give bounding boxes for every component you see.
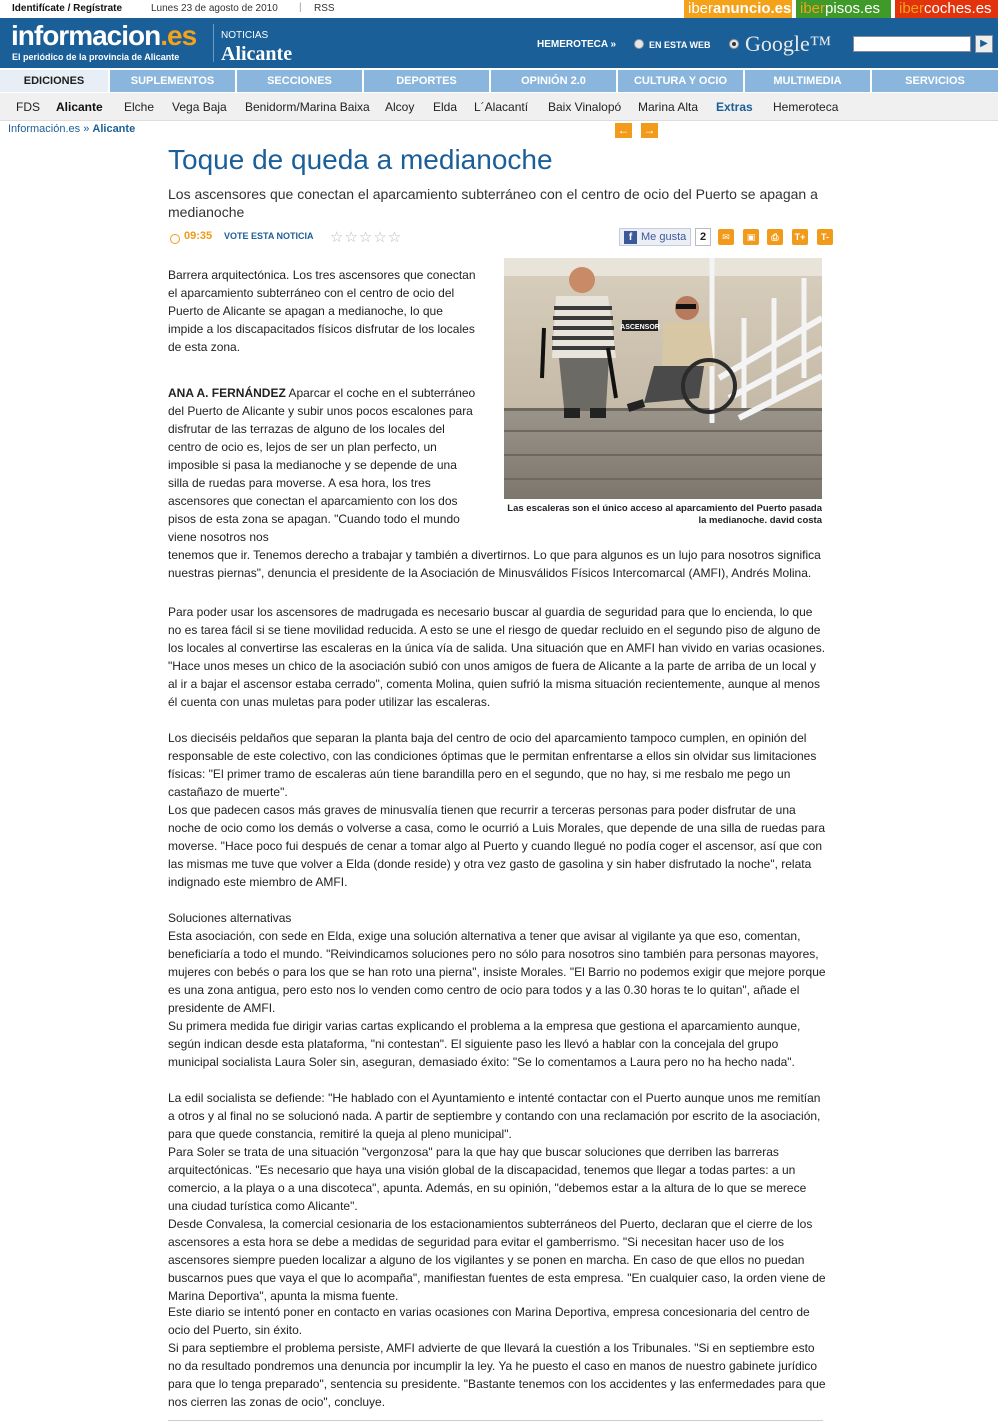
current-date: Lunes 23 de agosto de 2010 (151, 3, 278, 14)
tab-ediciones[interactable]: EDICIONES (0, 70, 110, 92)
article-meta-bar (168, 228, 829, 248)
google-logo: Google™ (745, 31, 832, 56)
search-web-radio[interactable] (634, 39, 644, 49)
vote-label: VOTE ESTA NOTICIA (224, 231, 314, 241)
article-photo (504, 258, 822, 499)
facebook-like-button[interactable] (619, 228, 691, 246)
breadcrumb-sep: » (80, 123, 93, 135)
article-paragraph-2: Para poder usar los ascensores de madrugada es necesario buscar al guardia de seguridad para que lo encienda, lo que no es tarea fácil si se tiene movilidad reducida. A esto se une el riesgo de quedar recluido en el segundo piso de alguno de los locales al convertirse las escaleras en la única vía de salida. Una situación que en AMFI han vivido en varias ocasiones. "Hace unos meses un chico de la asociación subió con unos amigos de fuera de Alicante a la parte de arriba de un local y al ir a bajar el ascensor estaba cerrado", comenta Molina, quien sufrió la misma situación recientemente, aunque al menos él cuenta con unas muletas para poder utilizar las escaleras. (168, 605, 826, 709)
article-subtitle: Soluciones alternativas (168, 911, 292, 925)
topbar-separator: | (299, 2, 302, 13)
site-logo[interactable] (11, 20, 196, 52)
logo-main: informacion (11, 20, 161, 51)
article-headline: Toque de queda a medianoche (168, 144, 553, 175)
main-nav (0, 70, 998, 92)
subnav-benidorm[interactable]: Benidorm/Marina Baixa (245, 100, 370, 114)
article-paragraph-10: Este diario se intentó poner en contacto en varias ocasiones con Marina Deportiva, empresa concesionaria del centro de ocio del Puerto, sin éxito. (168, 1305, 810, 1337)
subnav-extras[interactable]: Extras (716, 100, 753, 114)
ascensor-sign: ASCENSOR (620, 324, 660, 331)
promo-suffix: anuncio.es (713, 0, 792, 17)
comment-icon[interactable]: ▣ (743, 229, 759, 245)
search-go-button[interactable]: ▶ (975, 35, 993, 53)
login-link[interactable]: Identifícate / Regístrate (12, 3, 123, 14)
tab-cultura-ocio[interactable]: CULTURA Y OCIO (618, 70, 745, 92)
promo-prefix: iber (800, 0, 826, 17)
paragraph-1-text: Aparcar el coche en el subterráneo del Puerto de Alicante y subir unos pocos escalones para disfrutar de las terrazas de alguno de los locales del centro de ocio es, lejos de ser un plan perfecto, un imposible si pasa la medianoche y se depende de una silla de ruedas para moverse. A esa hora, los tres ascensores que conectan el aparcamiento con los dos pisos de esta zona se apagan. "Cuando todo el mundo viene nosotros nos (168, 386, 476, 544)
subnav-alacanti[interactable]: L´Alacantí (474, 100, 529, 114)
header-divider (213, 24, 214, 62)
tab-opinion[interactable]: OPINIÓN 2.0 (491, 70, 618, 92)
subnav-fds[interactable]: FDS (16, 100, 40, 114)
site-tagline: El periódico de la provincia de Alicante (12, 52, 180, 62)
site-header (0, 18, 998, 68)
facebook-icon: f (624, 231, 637, 244)
tab-servicios[interactable]: SERVICIOS (905, 75, 965, 87)
article-paragraph-7: La edil socialista se defiende: "He hablado con el Ayuntamiento e intenté contactar con el Puerto aunque unos me remitían a otros y al final no se solucionó nada. A partir de septiembre y contando con una reclamación por escrito de la asociación, para que quede constancia, remitiré la queja al pleno municipal". (168, 1091, 821, 1141)
editions-subnav (0, 93, 998, 121)
article-paragraph-8: Para Soler se trata de una situación "vergonzosa" para la que hay que buscar soluciones que derriben las barreras arquitectónicas. "Es necesario que haya una visión global de la discapacidad, tenemos que llegar a todas partes: a un comercio, a la playa o a una discoteca", apunta. Además, en su opinión, "debemos estar a la altura de lo que se merece una ciudad turística como Alicante". (168, 1145, 807, 1213)
tab-multimedia[interactable]: MULTIMEDIA (745, 70, 872, 92)
promo-iberpisos[interactable] (796, 0, 891, 18)
tab-suplementos[interactable]: SUPLEMENTOS (110, 70, 237, 92)
subnav-marina-alta[interactable]: Marina Alta (638, 100, 699, 114)
like-count: 2 (695, 228, 711, 246)
article-subhead: Los ascensores que conectan el aparcamiento subterráneo con el centro de ocio del Puerto se apagan a medianoche (168, 186, 818, 220)
subnav-vega-baja[interactable]: Vega Baja (172, 100, 227, 114)
subnav-alcoy[interactable]: Alcoy (385, 100, 415, 114)
tab-deportes[interactable]: DEPORTES (364, 70, 491, 92)
promo-prefix: iber (688, 0, 714, 17)
prev-article-button[interactable]: ← (615, 123, 632, 138)
font-increase-button[interactable]: T+ (792, 229, 808, 245)
article-paragraph-6: Su primera medida fue dirigir varias cartas explicando el problema a la empresa que gestiona el aparcamiento aunque, según indican desde esta plataforma, "ni contestan". El siguiente paso les llevó a hablar con la concejala del grupo municipal socialista Laura Soler sin, aseguran, demasiado éxito: "Se lo comentamos a Laura pero no ha hecho nada". (168, 1019, 801, 1069)
clock-icon (170, 234, 180, 244)
promo-suffix: coches.es (924, 0, 992, 17)
promo-suffix: pisos.es (825, 0, 881, 17)
article-end-rule (168, 1420, 823, 1421)
like-label: Me gusta (641, 231, 687, 243)
logo-suffix: .es (160, 20, 197, 51)
photo-caption: Las escaleras son el único acceso al aparcamiento del Puerto pasada la medianoche. david costa (507, 503, 822, 526)
email-icon[interactable]: ✉ (718, 229, 734, 245)
promo-ibercoches[interactable] (895, 0, 998, 18)
subnav-hemeroteca[interactable]: Hemeroteca (773, 100, 839, 114)
subnav-baix-vinalopo[interactable]: Baix Vinalopó (548, 100, 622, 114)
article-lead: Barrera arquitectónica. Los tres ascensores que conectan el aparcamiento subterráneo con el centro de ocio del Puerto de Alicante se apagan a medianoche, lo que impide a los discapacitados físicos disfrutar de los locales de esta zona. (168, 268, 476, 354)
rating-stars[interactable]: ☆☆☆☆☆ (330, 229, 403, 246)
breadcrumb-current[interactable]: Alicante (92, 123, 136, 135)
breadcrumb (8, 123, 135, 135)
article-time: 09:35 (184, 230, 213, 242)
tab-secciones[interactable]: SECCIONES (237, 70, 364, 92)
article-paragraph-9: Desde Convalesa, la comercial cesionaria de los estacionamientos subterráneos del Puerto, declaran que el cierre de los ascensores a esta hora se debe a medidas de seguridad para evitar el gamberrismo. "Si necesitan hacer uso de los ascensores siempre pueden localizar a alguno de los vigilantes y se ponen en marcha. En caso de que ellos no puedan buscarnos pues que vaya el que lo acompaña", manifiestan fuentes de esta empresa. "En cualquier caso, la orden viene de Marina Deportiva", apunta la misma fuente. (168, 1217, 826, 1303)
article-paragraph-11: Si para septiembre el problema persiste, AMFI advierte de que llevará la cuestión a los Tribunales. "Si en septiembre esto no da resultado pondremos una denuncia por incumplir la ley. Ya he puesto el caso en manos de nuestro gabinete jurídico para que lo tenga preparado", sentencia su presidente. "Bastante tenemos con los accidentes y las enfermedades para que nos cierren las zonas de ocio", concluye. (168, 1341, 826, 1409)
promo-prefix: iber (899, 0, 925, 17)
photo-illustration (504, 258, 822, 499)
search-web-label: EN ESTA WEB (649, 40, 711, 50)
rss-link[interactable]: RSS (314, 3, 335, 14)
breadcrumb-home[interactable]: Información.es (8, 123, 81, 135)
promo-iberanuncio[interactable] (684, 0, 792, 18)
article-paragraph-3: Los dieciséis peldaños que separan la planta baja del centro de ocio del aparcamiento tampoco cumplen, en opinión del responsable de este colectivo, con las condiciones óptimas que le permitan enfrentarse a ellos sin olvidar sus limitaciones físicas: "El primer tramo de escaleras aún tiene barandilla pero en el segundo, que no hay, si me resbalo me pego un castañazo de muerte". (168, 731, 817, 799)
section-city: Alicante (221, 43, 293, 65)
subnav-elche[interactable]: Elche (124, 100, 155, 114)
print-icon[interactable]: ⎙ (767, 229, 783, 245)
article-paragraph-4: Los que padecen casos más graves de minusvalía tienen que recurrir a terceras personas para poder disfrutar de una noche de ocio como los demás o volverse a casa, como le ocurrió a Luis Morales, que depende de una silla de ruedas para moverse. "Hace poco fui después de cenar a tomar algo al Puerto y cuando llegué no podía coger el ascensor, así que con las mismas me tuve que volver a Elda (donde reside) y otra vez gasto de gasolina y sin haber disfrutado la noche", relata indignado este miembro de AMFI. (168, 803, 826, 889)
search-google-radio[interactable] (729, 39, 739, 49)
hemeroteca-link[interactable]: HEMEROTECA » (537, 39, 617, 50)
article-paragraph-1 (168, 384, 478, 546)
article-paragraph-5: Esta asociación, con sede en Elda, exige una solución alternativa a tener que avisar al vigilante ya que eso, comentan, beneficiaría a todo el mundo. "Reivindicamos soluciones pero no sólo para nosotros sino también para personas mayores, mujeres con bebés o para los que se han roto una pierna", insiste Morales. "El Barrio no podemos exigir que mejore porque es una zona antigua, pero esto nos lo venden como centro de ocio para todos y a las 0.30 horas te lo quitan", añade el presidente de AMFI. (168, 929, 826, 1015)
article-paragraph-1-cont: tenemos que ir. Tenemos derecho a trabajar y también a divertirnos. Lo que para algunos es un lujo para nosotros significa nuestras piernas", denuncia el presidente de la Asociación de Minusválidos Físicos Intercomarcal (AMFI), Andrés Molina. (168, 548, 821, 580)
article-author: ANA A. FERNÁNDEZ (168, 386, 286, 400)
section-label: NOTICIAS (221, 30, 269, 41)
search-input[interactable] (853, 36, 971, 52)
subnav-alicante[interactable]: Alicante (56, 100, 103, 114)
font-decrease-button[interactable]: T- (817, 229, 833, 245)
subnav-elda[interactable]: Elda (433, 100, 458, 114)
next-article-button[interactable]: → (641, 123, 658, 138)
